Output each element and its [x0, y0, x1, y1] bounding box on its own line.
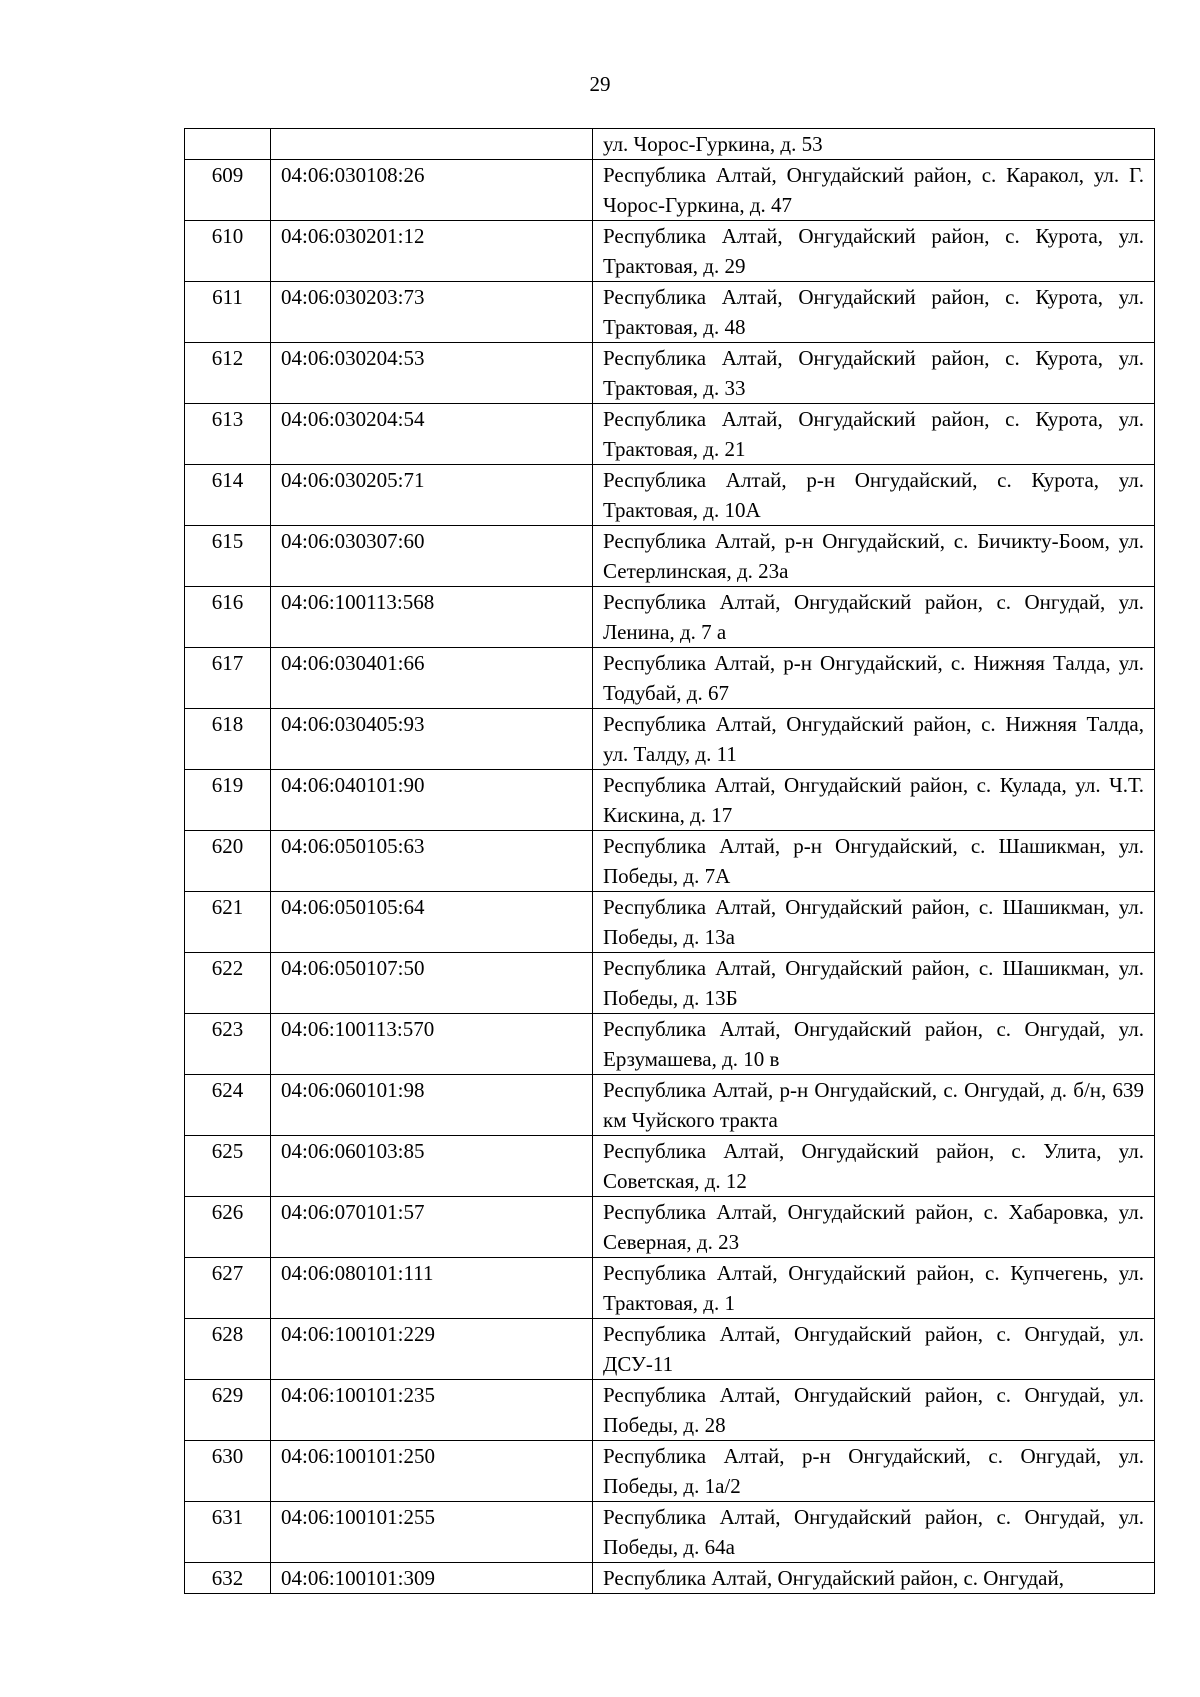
- address-cell: Республика Алтай, р-н Онгудайский, с. Нижняя Талда, ул. Тодубай, д. 67: [593, 648, 1155, 709]
- table-row: [185, 465, 1155, 526]
- cadastral-number-cell: 04:06:030205:71: [271, 465, 593, 526]
- row-number-cell: [185, 129, 271, 160]
- address-cell: Республика Алтай, Онгудайский район, с. Хабаровка, ул. Северная, д. 23: [593, 1197, 1155, 1258]
- address-cell: Республика Алтай, Онгудайский район, с. Кулада, ул. Ч.Т. Кискина, д. 17: [593, 770, 1155, 831]
- address-cell: Республика Алтай, Онгудайский район, с. Улита, ул. Советская, д. 12: [593, 1136, 1155, 1197]
- row-number-cell: 620: [185, 831, 271, 892]
- row-number-cell: 621: [185, 892, 271, 953]
- row-number-cell: 629: [185, 1380, 271, 1441]
- address-cell: Республика Алтай, р-н Онгудайский, с. Онгудай, ул. Победы, д. 1а/2: [593, 1441, 1155, 1502]
- table-row: [185, 892, 1155, 953]
- address-cell: Республика Алтай, Онгудайский район, с. Каракол, ул. Г. Чорос-Гуркина, д. 47: [593, 160, 1155, 221]
- address-cell: Республика Алтай, Онгудайский район, с. Купчегень, ул. Трактовая, д. 1: [593, 1258, 1155, 1319]
- table-row: [185, 282, 1155, 343]
- cadastral-number-cell: 04:06:030203:73: [271, 282, 593, 343]
- cadastral-number-cell: 04:06:070101:57: [271, 1197, 593, 1258]
- row-number-cell: 626: [185, 1197, 271, 1258]
- row-number-cell: 625: [185, 1136, 271, 1197]
- registry-table-body: [185, 129, 1155, 1594]
- row-number-cell: 611: [185, 282, 271, 343]
- cadastral-number-cell: 04:06:100113:568: [271, 587, 593, 648]
- table-row: [185, 160, 1155, 221]
- address-cell: Республика Алтай, Онгудайский район, с. Шашикман, ул. Победы, д. 13а: [593, 892, 1155, 953]
- row-number-cell: 614: [185, 465, 271, 526]
- address-cell: Республика Алтай, Онгудайский район, с. Курота, ул. Трактовая, д. 29: [593, 221, 1155, 282]
- table-row: [185, 1014, 1155, 1075]
- cadastral-number-cell: 04:06:030401:66: [271, 648, 593, 709]
- address-cell: Республика Алтай, Онгудайский район, с. Онгудай, ул. Ерзумашева, д. 10 в: [593, 1014, 1155, 1075]
- cadastral-number-cell: 04:06:030405:93: [271, 709, 593, 770]
- row-number-cell: 627: [185, 1258, 271, 1319]
- cadastral-number-cell: 04:06:100101:229: [271, 1319, 593, 1380]
- cadastral-number-cell: 04:06:100101:250: [271, 1441, 593, 1502]
- address-cell: Республика Алтай, Онгудайский район, с. Курота, ул. Трактовая, д. 21: [593, 404, 1155, 465]
- cadastral-number-cell: 04:06:050105:63: [271, 831, 593, 892]
- table-row: [185, 221, 1155, 282]
- cadastral-number-cell: 04:06:030204:54: [271, 404, 593, 465]
- table-row: [185, 1136, 1155, 1197]
- cadastral-number-cell: 04:06:060103:85: [271, 1136, 593, 1197]
- address-cell: ул. Чорос-Гуркина, д. 53: [593, 129, 1155, 160]
- address-cell: Республика Алтай, Онгудайский район, с. Нижняя Талда, ул. Талду, д. 11: [593, 709, 1155, 770]
- table-row: [185, 1502, 1155, 1563]
- cadastral-number-cell: [271, 129, 593, 160]
- table-row: [185, 587, 1155, 648]
- address-cell: Республика Алтай, Онгудайский район, с. Онгудай, ул. Победы, д. 28: [593, 1380, 1155, 1441]
- row-number-cell: 623: [185, 1014, 271, 1075]
- table-row: [185, 343, 1155, 404]
- cadastral-number-cell: 04:06:030201:12: [271, 221, 593, 282]
- row-number-cell: 628: [185, 1319, 271, 1380]
- table-row: [185, 1319, 1155, 1380]
- cadastral-number-cell: 04:06:100113:570: [271, 1014, 593, 1075]
- table-row: [185, 404, 1155, 465]
- page-number: 29: [589, 72, 611, 96]
- row-number-cell: 613: [185, 404, 271, 465]
- row-number-cell: 615: [185, 526, 271, 587]
- cadastral-number-cell: 04:06:100101:255: [271, 1502, 593, 1563]
- cadastral-number-cell: 04:06:040101:90: [271, 770, 593, 831]
- cadastral-number-cell: 04:06:100101:235: [271, 1380, 593, 1441]
- table-row: [185, 1563, 1155, 1594]
- table-row: [185, 648, 1155, 709]
- table-row: [185, 953, 1155, 1014]
- cadastral-number-cell: 04:06:030204:53: [271, 343, 593, 404]
- property-registry-table: [184, 128, 1155, 1594]
- row-number-cell: 610: [185, 221, 271, 282]
- row-number-cell: 630: [185, 1441, 271, 1502]
- row-number-cell: 619: [185, 770, 271, 831]
- address-cell: Республика Алтай, Онгудайский район, с. Онгудай, ул. Победы, д. 64а: [593, 1502, 1155, 1563]
- address-cell: Республика Алтай, Онгудайский район, с. Онгудай,: [593, 1563, 1155, 1594]
- row-number-cell: 631: [185, 1502, 271, 1563]
- table-row: [185, 1441, 1155, 1502]
- cadastral-number-cell: 04:06:050105:64: [271, 892, 593, 953]
- cadastral-number-cell: 04:06:030307:60: [271, 526, 593, 587]
- address-cell: Республика Алтай, р-н Онгудайский, с. Онгудай, д. б/н, 639 км Чуйского тракта: [593, 1075, 1155, 1136]
- address-cell: Республика Алтай, Онгудайский район, с. Онгудай, ул. ДСУ-11: [593, 1319, 1155, 1380]
- row-number-cell: 612: [185, 343, 271, 404]
- address-cell: Республика Алтай, Онгудайский район, с. Курота, ул. Трактовая, д. 48: [593, 282, 1155, 343]
- row-number-cell: 617: [185, 648, 271, 709]
- row-number-cell: 618: [185, 709, 271, 770]
- table-row: [185, 1380, 1155, 1441]
- table-row: [185, 1075, 1155, 1136]
- cadastral-number-cell: 04:06:080101:111: [271, 1258, 593, 1319]
- cadastral-number-cell: 04:06:100101:309: [271, 1563, 593, 1594]
- address-cell: Республика Алтай, Онгудайский район, с. Шашикман, ул. Победы, д. 13Б: [593, 953, 1155, 1014]
- address-cell: Республика Алтай, р-н Онгудайский, с. Шашикман, ул. Победы, д. 7А: [593, 831, 1155, 892]
- row-number-cell: 624: [185, 1075, 271, 1136]
- table-row: [185, 129, 1155, 160]
- row-number-cell: 632: [185, 1563, 271, 1594]
- row-number-cell: 622: [185, 953, 271, 1014]
- address-cell: Республика Алтай, р-н Онгудайский, с. Бичикту-Боом, ул. Сетерлинская, д. 23а: [593, 526, 1155, 587]
- table-row: [185, 526, 1155, 587]
- cadastral-number-cell: 04:06:060101:98: [271, 1075, 593, 1136]
- row-number-cell: 616: [185, 587, 271, 648]
- cadastral-number-cell: 04:06:030108:26: [271, 160, 593, 221]
- address-cell: Республика Алтай, Онгудайский район, с. Онгудай, ул. Ленина, д. 7 а: [593, 587, 1155, 648]
- table-row: [185, 770, 1155, 831]
- address-cell: Республика Алтай, Онгудайский район, с. Курота, ул. Трактовая, д. 33: [593, 343, 1155, 404]
- table-row: [185, 709, 1155, 770]
- row-number-cell: 609: [185, 160, 271, 221]
- address-cell: Республика Алтай, р-н Онгудайский, с. Курота, ул. Трактовая, д. 10А: [593, 465, 1155, 526]
- table-row: [185, 1258, 1155, 1319]
- table-row: [185, 831, 1155, 892]
- cadastral-number-cell: 04:06:050107:50: [271, 953, 593, 1014]
- table-row: [185, 1197, 1155, 1258]
